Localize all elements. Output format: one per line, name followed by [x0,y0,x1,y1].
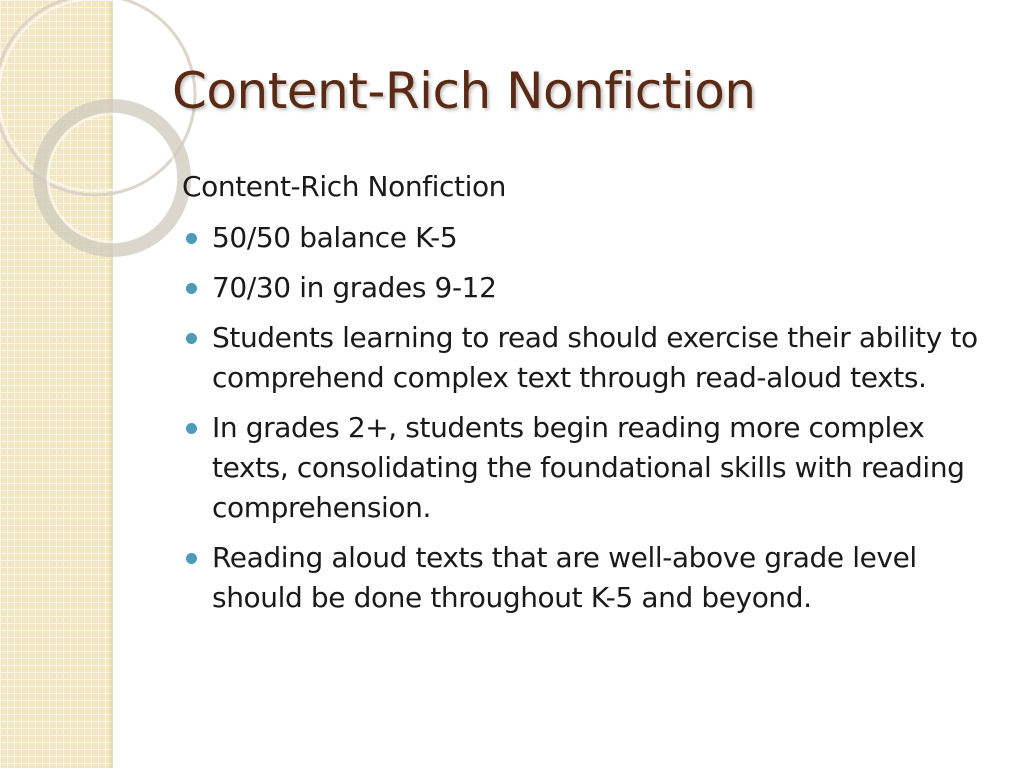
bullet-text: 70/30 in grades 9-12 [212,271,497,304]
bullet-text: Students learning to read should exercise their ability to comprehend complex text through read-aloud texts. [212,321,978,394]
bullet-dot-icon [186,233,197,244]
bullet-list [182,218,992,618]
slide-title: Content-Rich Nonfiction [172,62,756,120]
bullet-text: In grades 2+, students begin reading more complex texts, consolidating the foundational skills with reading comprehension. [212,411,965,524]
content-lead-text: Content-Rich Nonfiction [182,170,507,203]
bullet-item [182,538,992,618]
bullet-dot-icon [186,423,197,434]
bullet-dot-icon [186,283,197,294]
bullet-text: 50/50 balance K-5 [212,221,458,254]
slide-content [182,166,992,628]
bullet-dot-icon [186,553,197,564]
bullet-item [182,218,992,258]
bullet-dot-icon [186,333,197,344]
bullet-item [182,318,992,398]
bullet-item [182,268,992,308]
bullet-text: Reading aloud texts that are well-above grade level should be done throughout K-5 and beyond. [212,541,917,614]
bullet-item [182,408,992,528]
